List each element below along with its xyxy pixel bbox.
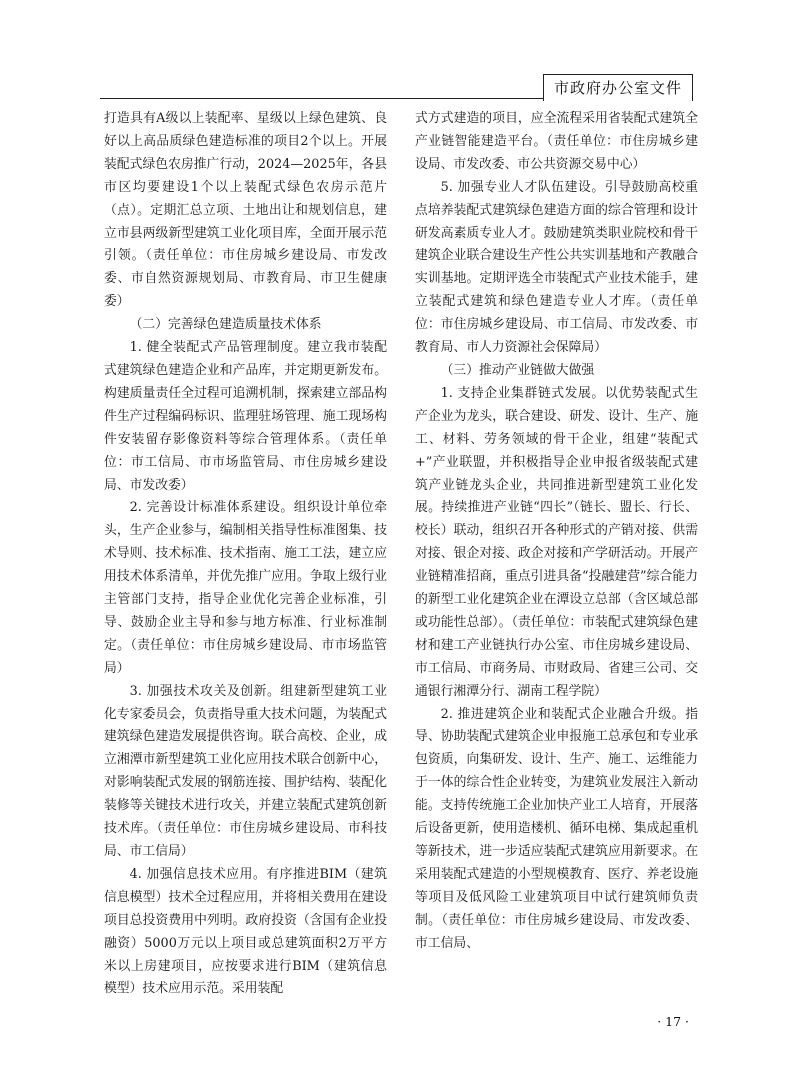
paragraph: 2. 完善设计标准体系建设。组织设计单位牵头，生产企业参与，编制相关指导性标准图集、技术导则、技术标准、技术指南、施工工法，建立应用技术体系清单，并优先推广应用。争取上级行业主管部门支持，指导企业优化完善企业标准，引导、鼓励企业主导和参与地方标准、行业标准制定。（责任单位：市住房城乡建设局、市市场监管局） [104, 500, 387, 676]
left-column [104, 108, 387, 1001]
paragraph: （三）推动产业链做大做强 [440, 362, 595, 378]
paragraph: 式方式建造的项目，应全流程采用省装配式建筑全产业链智能建造平台。（责任单位：市住房城乡建设局、市发改委、市公共资源交易中心） [415, 111, 698, 172]
page-number: · 17 · [657, 1014, 689, 1029]
paragraph: 打造具有A级以上装配率、星级以上绿色建筑、良好以上高品质绿色建造标准的项目2个以上。开展装配式绿色农房推广行动，2024—2025年，各县市区均要建设1个以上装配式绿色农房示范片（点）。定期汇总立项、土地出让和规划信息，建立市县两级新型建筑工业化项目库，全面开展示范引领。（责任单位：市住房城乡建设局、市发改委、市自然资源规划局、市教育局、市卫生健康委） [104, 111, 387, 310]
right-column [415, 108, 698, 956]
paragraph: 1. 健全装配式产品管理制度。建立我市装配式建筑绿色建造企业和产品库，并定期更新发布。构建质量责任全过程可追溯机制，探索建立部品构件生产过程编码标识、监理驻场管理、施工现场构件安装留存影像资料等综合管理体系。（责任单位：市工信局、市市场监管局、市住房城乡建设局、市发改委） [104, 340, 387, 493]
paragraph: 1. 支持企业集群链式发展。以优势装配式生产企业为龙头，联合建设、研发、设计、生产、施工、材料、劳务领域的骨干企业，组建“装配式+”产业联盟，并积极指导企业申报省级装配式建筑产业链龙头企业，共同推进新型建筑工业化发展。持续推进产业链“四长”（链长、盟长、行长、校长）联动，组织召开各种形式的产销对接、供需对接、银企对接、政企对接和产学研活动。开展产业链精准招商，重点引进具备“投融建营”综合能力的新型工业化建筑企业在潭设立总部（含区域总部或功能性总部）。（责任单位：市装配式建筑绿色建材和建工产业链执行办公室、市住房城乡建设局、市工信局、市商务局、市财政局、省建三公司、交通银行湘潭分行、湖南工程学院） [415, 385, 698, 699]
paragraph: 4. 加强信息技术应用。有序推进BIM（建筑信息模型）技术全过程应用，并将相关费用在建设项目总投资费用中列明。政府投资（含国有企业投融资）5000万元以上项目或总建筑面积2万平方米以上房建项目，应按要求进行BIM（建筑信息模型）技术应用示范。采用装配 [104, 866, 387, 997]
paragraph: （二）完善绿色建造质量技术体系 [129, 317, 322, 333]
header-title: 市政府办公室文件 [543, 74, 693, 101]
paragraph: 5. 加强专业人才队伍建设。引导鼓励高校重点培养装配式建筑绿色建造方面的综合管理和设计研发高素质专业人才。鼓励建筑类职业院校和骨干建筑企业联合建设生产性公共实训基地和产教融合实训基地。定期评选全市装配式产业技术能手，建立装配式建筑和绿色建造专业人才库。（责任单位：市住房城乡建设局、市工信局、市发改委、市教育局、市人力资源社会保障局） [415, 179, 698, 356]
paragraph: 2. 推进建筑企业和装配式企业融合升级。指导、协助装配式建筑企业申报施工总承包和专业承包资质，向集研发、设计、生产、施工、运维能力于一体的综合性企业转变，为建筑业发展注入新动能。支持传统施工企业加快产业工人培育，开展落后设备更新，使用造楼机、循环电梯、集成起重机等新技术，进一步适应装配式建筑应用新要求。在采用装配式建造的小型规模教育、医疗、养老设施等项目及低风险工业建筑项目中试行建筑师负责制。（责任单位：市住房城乡建设局、市发改委、市工信局、 [415, 706, 698, 951]
paragraph: 3. 加强技术攻关及创新。组建新型建筑工业化专家委员会，负责指导重大技术问题，为装配式建筑绿色建造发展提供咨询。联合高校、企业，成立湘潭市新型建筑工业化应用技术联合创新中心，对影响装配式发展的钢筋连接、围护结构、装配化装修等关键技术进行攻关，并建立装配式建筑创新技术库。（责任单位：市住房城乡建设局、市科技局、市工信局） [104, 683, 387, 859]
